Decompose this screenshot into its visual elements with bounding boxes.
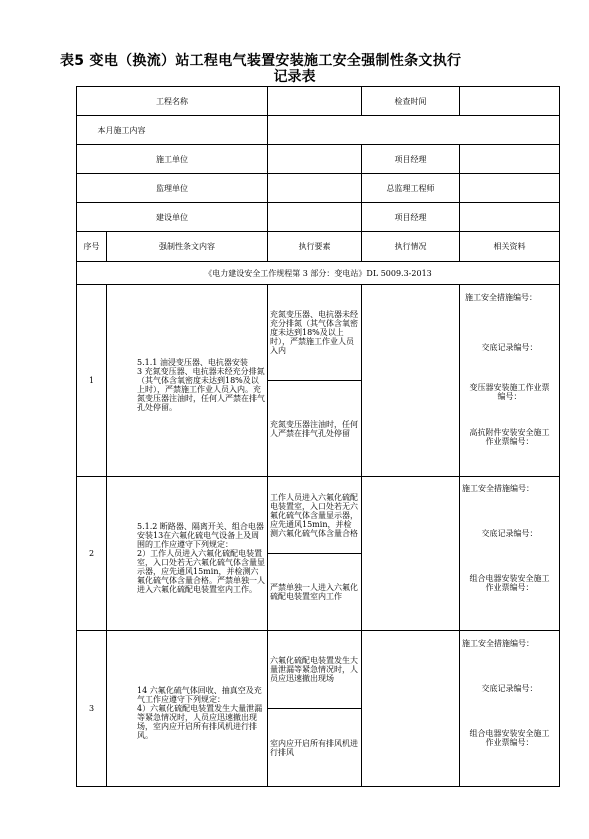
doc-work-ticket: 组合电器安装安全施工作业票编号：: [469, 728, 550, 747]
page-title: 表5 变电（换流）站工程电气装置安装施工安全强制性条文执行: [60, 53, 462, 69]
doc-safety-measures: 施工安全措施编号：: [462, 638, 534, 648]
project-manager2-value[interactable]: [460, 203, 560, 232]
clause-text: [107, 631, 268, 787]
owner-unit-value[interactable]: [268, 203, 362, 232]
clause-text: [107, 285, 268, 477]
project-name-value[interactable]: [268, 87, 362, 116]
check-time-label: 检查时间: [362, 87, 460, 116]
related-docs: [460, 631, 560, 787]
record-table: [76, 86, 560, 787]
table-row: [77, 477, 560, 554]
construction-unit-value[interactable]: [268, 145, 362, 174]
project-manager2-label: 项目经理: [362, 203, 460, 232]
header-seq: 序号: [77, 232, 107, 262]
table-row: [77, 631, 560, 709]
doc-safety-measures: 施工安全措施编号：: [462, 483, 534, 493]
month-content-value[interactable]: [268, 116, 560, 145]
row-month-content: [77, 116, 560, 145]
row-seq: 3: [77, 631, 107, 787]
supervision-unit-label: 监理单位: [77, 174, 268, 203]
project-manager-value[interactable]: [460, 145, 560, 174]
month-content-label: 本月施工内容: [77, 116, 268, 145]
clause-text: [107, 477, 268, 631]
page-subtitle: 记录表: [273, 69, 316, 85]
doc-briefing-record: 交底记录编号：: [481, 683, 538, 693]
doc-briefing-record: 交底记录编号：: [481, 528, 538, 538]
standard-title: 《电力建设安全工作规程第 3 部分：变电站》DL 5009.3-2013: [77, 262, 560, 285]
clause-content: 5.1.1 油浸变压器、电抗器安装 3 充氮变压器、电抗器未经充分排氮（其气体含氧密度未达到18%及以上时），严禁施工作业人员入内。充氮变压器注油时，任何人严禁在排气孔处停留。: [137, 358, 265, 412]
requirement-2: 充氮变压器注油时，任何人严禁在排气孔处停留: [268, 381, 362, 477]
related-docs: [460, 285, 560, 477]
standard-row: [77, 262, 560, 285]
requirement-2: 严禁单独一人进入六氟化硫配电装置室内工作: [268, 554, 362, 631]
requirement-1: 六氟化硫配电装置发生大量泄漏等紧急情况时，人员应迅速撤出现场: [268, 631, 362, 709]
row-project-name: [77, 87, 560, 116]
chief-supervisor-label: 总监理工程师: [362, 174, 460, 203]
execution-status[interactable]: [362, 631, 460, 787]
construction-unit-label: 施工单位: [77, 145, 268, 174]
header-content: 强制性条文内容: [107, 232, 268, 262]
owner-unit-label: 建设单位: [77, 203, 268, 232]
requirement-2: 室内应开启所有排风机进行排风: [268, 709, 362, 787]
header-docs: 相关资料: [460, 232, 560, 262]
table-row: [77, 285, 560, 381]
doc-work-ticket: 组合电器安装安全施工作业票编号：: [469, 573, 550, 592]
row-seq: 2: [77, 477, 107, 631]
header-row: [77, 232, 560, 262]
project-name-label: 工程名称: [77, 87, 268, 116]
clause-content: 5.1.2 断路器、隔离开关、组合电器安装13在六氟化硫电气设备上及周围的工作应遵守下列规定： 2）工作人员进入六氟化硫配电装置室，入口处若无六氟化硫气体含量显示器，应先通风15min，并检测六氟化硫气体含量合格。严禁单独一人进入六氟化硫配电装置室内工作。: [137, 522, 265, 594]
row-supervision-unit: [77, 174, 560, 203]
doc-briefing-record: 交底记录编号：: [481, 343, 538, 352]
doc-work-ticket: 变压器安装施工作业票编号：: [469, 383, 550, 401]
clause-content: 14 六氟化硫气体回收、抽真空及充气工作应遵守下列规定： 4）六氟化硫配电装置发生大量泄漏等紧急情况时，人员应迅速撤出现场，室内应开启所有排风机进行排风。: [137, 686, 263, 740]
requirement-1: 充氮变压器、电抗器未经充分排氮（其气体含氧密度未达到18%及以上时），严禁施工作业人员入内: [268, 285, 362, 381]
row-owner-unit: [77, 203, 560, 232]
doc-safety-measures: 施工安全措施编号：: [465, 293, 537, 302]
row-seq: 1: [77, 285, 107, 477]
project-manager-label: 项目经理: [362, 145, 460, 174]
check-time-value[interactable]: [460, 87, 560, 116]
requirement-1: 工作人员进入六氟化硫配电装置室，入口处若无六氟化硫气体含量显示器，应先通风15min，并检测六氟化硫气体含量合格: [268, 477, 362, 554]
row-construction-unit: [77, 145, 560, 174]
header-status: 执行情况: [362, 232, 460, 262]
chief-supervisor-value[interactable]: [460, 174, 560, 203]
doc-work-ticket-2: 高抗附件安装安全施工作业票编号：: [469, 428, 550, 446]
execution-status[interactable]: [362, 477, 460, 631]
header-requirement: 执行要素: [268, 232, 362, 262]
execution-status[interactable]: [362, 285, 460, 477]
related-docs: [460, 477, 560, 631]
supervision-unit-value[interactable]: [268, 174, 362, 203]
